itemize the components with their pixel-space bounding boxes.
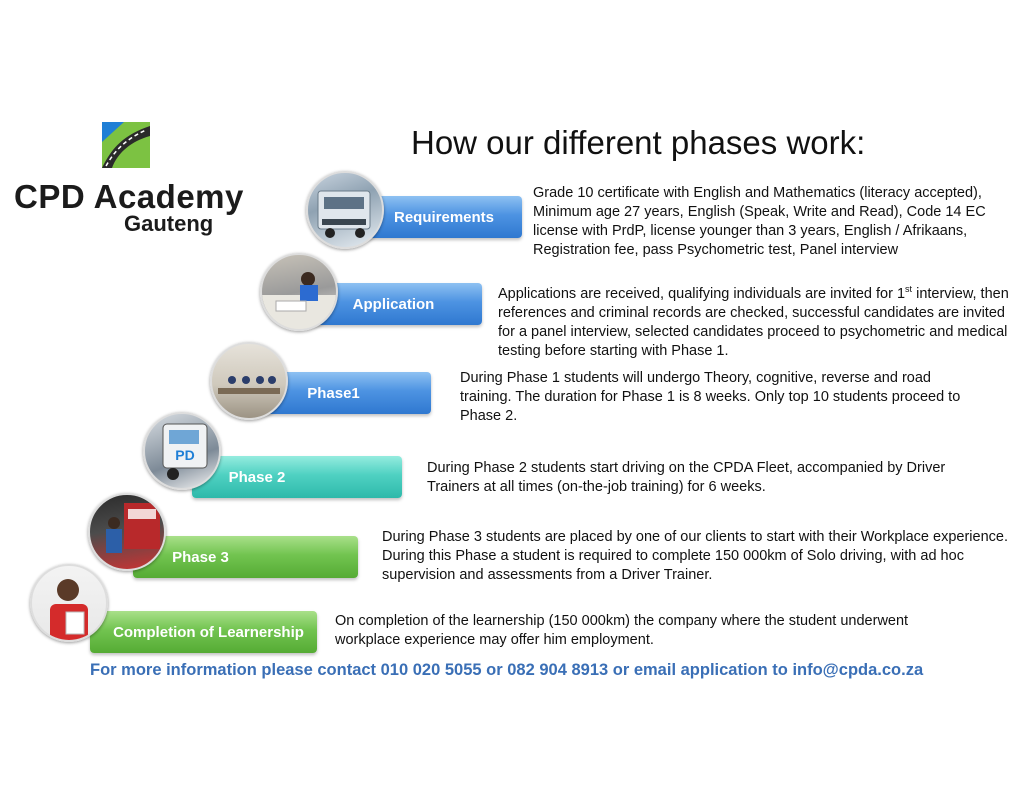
- page-title: How our different phases work:: [411, 124, 866, 161]
- phase-label: Phase1: [307, 384, 360, 402]
- application-text-start: Applications are received, qualifying individuals are invited for 1: [498, 285, 906, 302]
- fleet-truck-photo: [143, 412, 221, 490]
- logo-title: CPD Academy: [14, 178, 244, 215]
- phase2-text: During Phase 2 students start driving on the CPDA Fleet, accompanied by Driver Trainers at all times (on-the-job training) for 6 weeks.: [427, 460, 946, 495]
- phase3-text: During Phase 3 students are placed by one of our clients to start with their Workplace experience. During this Phase a student is required to complete 150 000km of Solo driving, with ad hoc supervision and assessments from a Driver Trainer.: [382, 529, 1008, 583]
- cpd-logo-icon: [102, 122, 150, 168]
- phase-bar-completion: [90, 611, 317, 653]
- phase1-text: During Phase 1 students will undergo Theory, cognitive, reverse and road training. The duration for Phase 1 is 8 weeks. Only top 10 students proceed to Phase 2.: [460, 370, 961, 424]
- application-text-end: interview, then references and criminal records are checked, successful candidates are invited for a panel interview, selected candidates proceed to psychometric and medical testing before starting with Phase 1.: [498, 285, 1009, 359]
- workplace-photo: [88, 493, 166, 571]
- application-text-sup: st: [905, 284, 913, 294]
- phase-label: Application: [352, 295, 435, 313]
- classroom-photo: [210, 342, 288, 420]
- requirements-text: Grade 10 certificate with English and Mathematics (literacy accepted), Minimum age 27 years, English (Speak, Write and Read), Code 14 EC license with PrdP, license younger than 3 years, English / Afrikaans, Registration fee, pass Psychometric test, Panel interview: [533, 185, 986, 258]
- completion-text: On completion of the learnership (150 000km) the company where the student underwent workplace experience may offer him employment.: [335, 613, 909, 648]
- svg-text:PD: PD: [175, 447, 195, 463]
- phase-label: Completion of Learnership: [113, 623, 304, 641]
- phase-label: Phase 2: [228, 468, 286, 486]
- phase-label: Requirements: [393, 208, 495, 226]
- contact-info: For more information please contact 010 020 5055 or 082 904 8913 or email application to info@cpda.co.za: [90, 661, 924, 679]
- phase-bar-phase2: [192, 456, 402, 498]
- application-text: [498, 280, 1013, 361]
- phase-label: Phase 3: [172, 548, 229, 566]
- truck-photo: [306, 171, 384, 249]
- phase-bar-phase3: [133, 536, 358, 578]
- logo-subtitle: Gauteng: [124, 211, 214, 236]
- application-photo: [260, 253, 338, 331]
- graduate-photo: [30, 564, 108, 642]
